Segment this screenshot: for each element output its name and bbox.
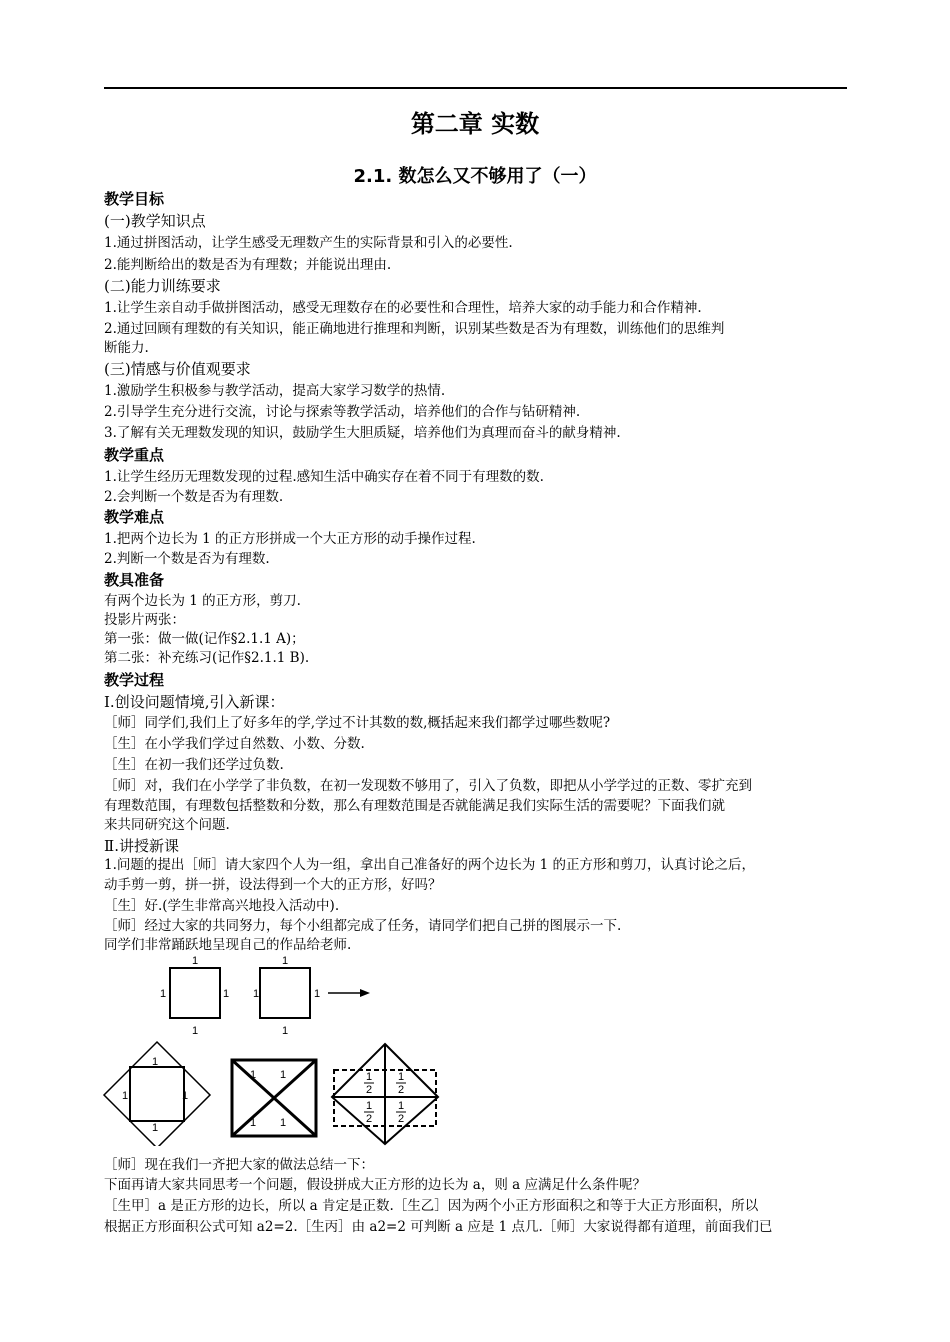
text-line: ［师］同学们,我们上了好多年的学,学过不计其数的数,概括起来我们都学过哪些数呢? bbox=[104, 715, 611, 731]
text-line: ［生甲］a 是正方形的边长，所以 a 肯定是正数.［生乙］因为两个小正方形面积之和等于大正方形面积，所以 bbox=[104, 1198, 759, 1214]
text-line: 下面再请大家共同思考一个问题，假设拼成大正方形的边长为 a，则 a 应满足什么条件呢？ bbox=[104, 1177, 646, 1193]
label-one: 1 bbox=[250, 1069, 257, 1081]
text-line: ［师］对，我们在小学学了非负数，在初一发现数不够用了，引入了负数，即把从小学学过的正数、零扩充到 bbox=[104, 778, 752, 794]
text-line: 动手剪一剪，拼一拼，设法得到一个大的正方形，好吗？ bbox=[104, 877, 442, 893]
section-heading: 教学重点 bbox=[104, 446, 165, 464]
label-one: 1 bbox=[160, 988, 167, 1000]
text-line: 1.激励学生积极参与教学活动，提高大家学习数学的热情. bbox=[104, 383, 446, 399]
section-heading: 教学难点 bbox=[104, 508, 165, 526]
text-line: 投影片两张： bbox=[104, 612, 185, 628]
unit-squares-figure bbox=[150, 950, 390, 1040]
text-line: 2.能判断给出的数是否为有理数；并能说出理由. bbox=[104, 257, 392, 273]
label-one: 1 bbox=[282, 1025, 289, 1037]
subheading: (三)情感与价值观要求 bbox=[104, 360, 251, 378]
subheading: Ⅰ.创设问题情境,引入新课： bbox=[104, 693, 285, 711]
arrow-head-icon bbox=[360, 989, 370, 997]
half-numerator: 1 bbox=[398, 1071, 405, 1083]
label-one: 1 bbox=[192, 1025, 199, 1037]
text-line: 断能力. bbox=[104, 340, 149, 356]
half-numerator: 1 bbox=[366, 1100, 373, 1112]
label-one: 1 bbox=[253, 988, 260, 1000]
text-line: 有两个边长为 1 的正方形，剪刀. bbox=[104, 593, 301, 609]
half-numerator: 1 bbox=[366, 1071, 373, 1083]
subheading: Ⅱ.讲授新课 bbox=[104, 837, 179, 855]
text-line: 1.把两个边长为 1 的正方形拼成一个大正方形的动手操作过程. bbox=[104, 531, 476, 547]
half-denominator: 2 bbox=[398, 1113, 405, 1125]
text-line: ［生］在小学我们学过自然数、小数、分数. bbox=[104, 736, 365, 752]
half-denominator: 2 bbox=[366, 1113, 373, 1125]
text-line: 3.了解有关无理数发现的知识，鼓励学生大胆质疑，培养他们为真理而奋斗的献身精神. bbox=[104, 425, 621, 441]
text-line: 有理数范围，有理数包括整数和分数，那么有理数范围是否就能满足我们实际生活的需要呢？下面我们就 bbox=[104, 798, 725, 814]
text-line: ［生］好.(学生非常高兴地投入活动中). bbox=[104, 898, 340, 914]
half-numerator: 1 bbox=[398, 1100, 405, 1112]
text-line: 1.问题的提出［师］请大家四个人为一组，拿出自己准备好的两个边长为 1 的正方形和剪刀，认真讨论之后， bbox=[104, 857, 756, 873]
text-line: 2.引导学生充分进行交流，讨论与探索等教学活动，培养他们的合作与钻研精神. bbox=[104, 404, 581, 420]
label-one: 1 bbox=[282, 955, 289, 967]
text-line: 2.会判断一个数是否为有理数. bbox=[104, 489, 284, 505]
subheading: (二)能力训练要求 bbox=[104, 277, 221, 295]
text-line: 第二张：补充练习(记作§2.1.1 B). bbox=[104, 650, 310, 666]
text-line: 2.通过回顾有理数的有关知识，能正确地进行推理和判断，识别某些数是否为有理数，训练他们的思维判 bbox=[104, 321, 725, 337]
assembly-figures bbox=[100, 1038, 450, 1146]
half-denominator: 2 bbox=[366, 1084, 373, 1096]
text-line: 根据正方形面积公式可知 a2=2.［生丙］由 a2=2 可判断 a 应是 1 点几.［师］大家说得都有道理，前面我们已 bbox=[104, 1219, 773, 1235]
label-one: 1 bbox=[152, 1056, 159, 1068]
label-one: 1 bbox=[250, 1117, 257, 1129]
text-line: 1.通过拼图活动，让学生感受无理数产生的实际背景和引入的必要性. bbox=[104, 235, 513, 251]
half-denominator: 2 bbox=[398, 1084, 405, 1096]
label-one: 1 bbox=[192, 955, 199, 967]
label-one: 1 bbox=[280, 1069, 287, 1081]
text-line: 来共同研究这个问题. bbox=[104, 817, 230, 833]
header-rule bbox=[104, 87, 847, 89]
text-line: 1.让学生经历无理数发现的过程.感知生活中确实存在着不同于有理数的数. bbox=[104, 469, 544, 485]
text-line: ［生］在初一我们还学过负数. bbox=[104, 757, 284, 773]
section-heading: 教学目标 bbox=[104, 190, 165, 208]
label-one: 1 bbox=[182, 1090, 189, 1102]
text-line: 2.判断一个数是否为有理数. bbox=[104, 551, 270, 567]
label-one: 1 bbox=[280, 1117, 287, 1129]
label-one: 1 bbox=[152, 1122, 159, 1134]
label-one: 1 bbox=[314, 988, 321, 1000]
label-one: 1 bbox=[122, 1090, 129, 1102]
text-line: 第一张：做一做(记作§2.1.1 A)； bbox=[104, 631, 305, 647]
section-heading: 教具准备 bbox=[104, 571, 165, 589]
text-line: 1.让学生亲自动手做拼图活动，感受无理数存在的必要性和合理性，培养大家的动手能力和合作精神. bbox=[104, 300, 702, 316]
subheading: (一)教学知识点 bbox=[104, 212, 206, 230]
label-one: 1 bbox=[223, 988, 230, 1000]
text-line: ［师］经过大家的共同努力，每个小组都完成了任务，请同学们把自己拼的图展示一下. bbox=[104, 918, 622, 934]
section-title: 2.1. 数怎么又不够用了（一） bbox=[353, 166, 597, 187]
text-line: ［师］现在我们一齐把大家的做法总结一下： bbox=[104, 1157, 374, 1173]
chapter-title: 第二章 实数 bbox=[410, 110, 540, 138]
text-line: 同学们非常踊跃地呈现自己的作品给老师. bbox=[104, 937, 352, 953]
section-heading: 教学过程 bbox=[104, 671, 165, 689]
